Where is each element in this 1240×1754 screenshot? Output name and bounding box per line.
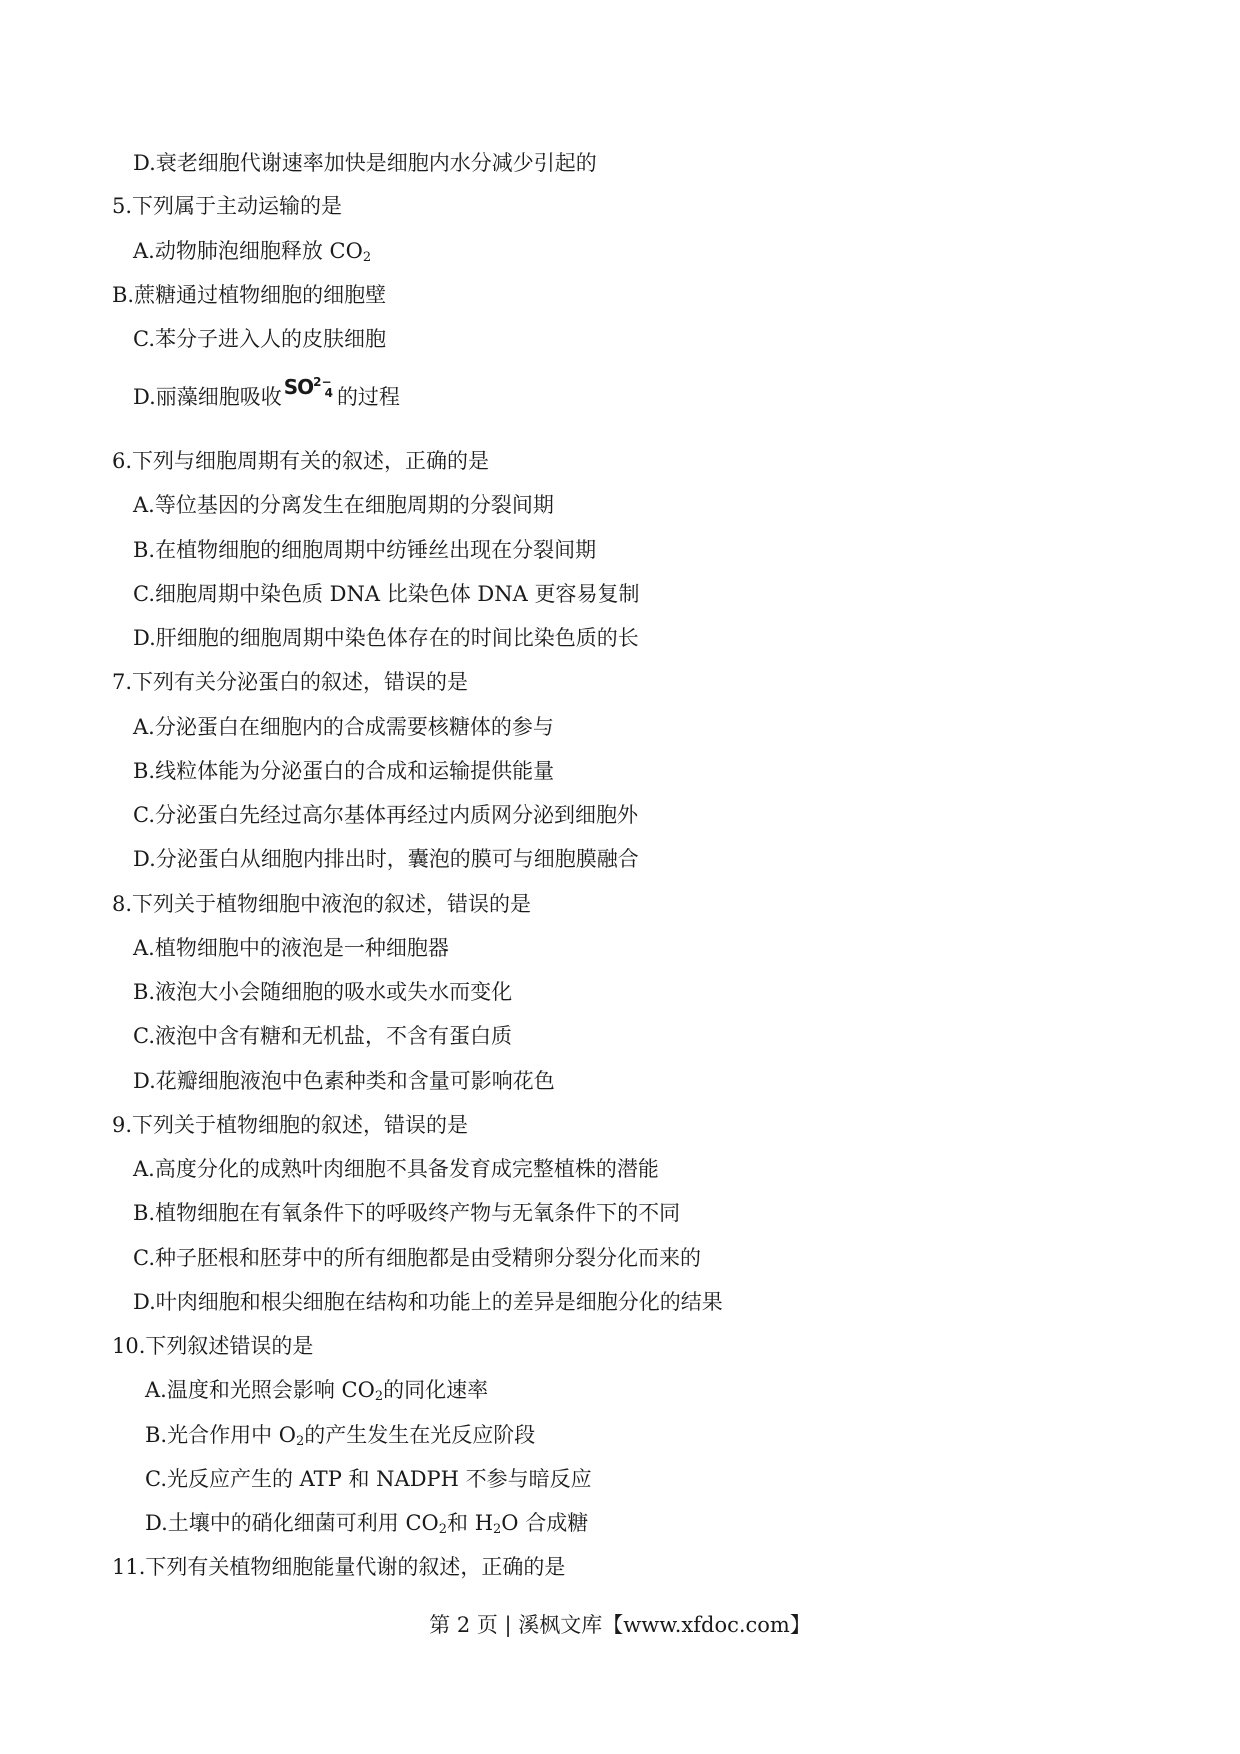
q8-option-a: A.植物细胞中的液泡是一种细胞器	[133, 936, 449, 960]
q10-option-b: B.光合作用中 $O_2$的产生发生在光反应阶段	[145, 1423, 536, 1449]
q7-option-d: D.分泌蛋白从细胞内排出时，囊泡的膜可与细胞膜融合	[133, 847, 639, 871]
q9-stem: 9.下列关于植物细胞的叙述，错误的是	[112, 1113, 469, 1137]
q7-option-b: B.线粒体能为分泌蛋白的合成和运输提供能量	[133, 759, 555, 783]
q9-option-b: B.植物细胞在有氧条件下的呼吸终产物与无氧条件下的不同	[133, 1201, 681, 1225]
q6-option-c: C.细胞周期中染色质 DNA 比染色体 DNA 更容易复制	[133, 582, 640, 606]
q8-option-b: B.液泡大小会随细胞的吸水或失水而变化	[133, 980, 513, 1004]
q8-stem: 8.下列关于植物细胞中液泡的叙述，错误的是	[112, 892, 532, 916]
q7-option-a: A.分泌蛋白在细胞内的合成需要核糖体的参与	[133, 715, 554, 739]
q9-option-c: C.种子胚根和胚芽中的所有细胞都是由受精卵分裂分化而来的	[133, 1246, 701, 1270]
q5-option-b: B.蔗糖通过植物细胞的细胞壁	[112, 283, 387, 307]
q10-option-c: C.光反应产生的 ATP 和 NADPH 不参与暗反应	[145, 1467, 592, 1491]
q9-option-a: A.高度分化的成熟叶肉细胞不具备发育成完整植株的潜能	[133, 1157, 659, 1181]
q6-option-b: B.在植物细胞的细胞周期中纺锤丝出现在分裂间期	[133, 538, 597, 562]
q6-option-d: D.肝细胞的细胞周期中染色体存在的时间比染色质的长	[133, 626, 639, 650]
sulfate-ion-formula: $SO^{2-}_4$	[283, 375, 333, 400]
q8-option-d: D.花瓣细胞液泡中色素种类和含量可影响花色	[133, 1069, 555, 1093]
q10-stem: 10.下列叙述错误的是	[112, 1334, 314, 1358]
q6-option-a: A.等位基因的分离发生在细胞周期的分裂间期	[133, 493, 554, 517]
q5-option-a: A.动物肺泡细胞释放 $CO_2$	[133, 239, 372, 265]
q11-stem: 11.下列有关植物细胞能量代谢的叙述，正确的是	[112, 1555, 566, 1579]
q9-option-d: D.叶肉细胞和根尖细胞在结构和功能上的差异是细胞分化的结果	[133, 1290, 723, 1314]
q10-option-d: D.土壤中的硝化细菌可利用 $CO_2$和 $H_2O$ 合成糖	[145, 1511, 589, 1537]
q5-option-d: D.丽藻细胞吸收 $SO^{2-}_4$ 的过程	[133, 382, 400, 412]
q5-stem: 5.下列属于主动运输的是	[112, 194, 343, 218]
q6-stem: 6.下列与细胞周期有关的叙述，正确的是	[112, 449, 490, 473]
page-footer: 第 2 页 | 溪枫文库【www.xfdoc.com】	[429, 1613, 811, 1637]
q7-stem: 7.下列有关分泌蛋白的叙述，错误的是	[112, 670, 469, 694]
q5-option-c: C.苯分子进入人的皮肤细胞	[133, 327, 386, 351]
q4-option-d: D.衰老细胞代谢速率加快是细胞内水分减少引起的	[133, 151, 597, 175]
q10-option-a: A.温度和光照会影响 $CO_2$的同化速率	[145, 1378, 489, 1404]
q7-option-c: C.分泌蛋白先经过高尔基体再经过内质网分泌到细胞外	[133, 803, 638, 827]
q8-option-c: C.液泡中含有糖和无机盐，不含有蛋白质	[133, 1024, 512, 1048]
